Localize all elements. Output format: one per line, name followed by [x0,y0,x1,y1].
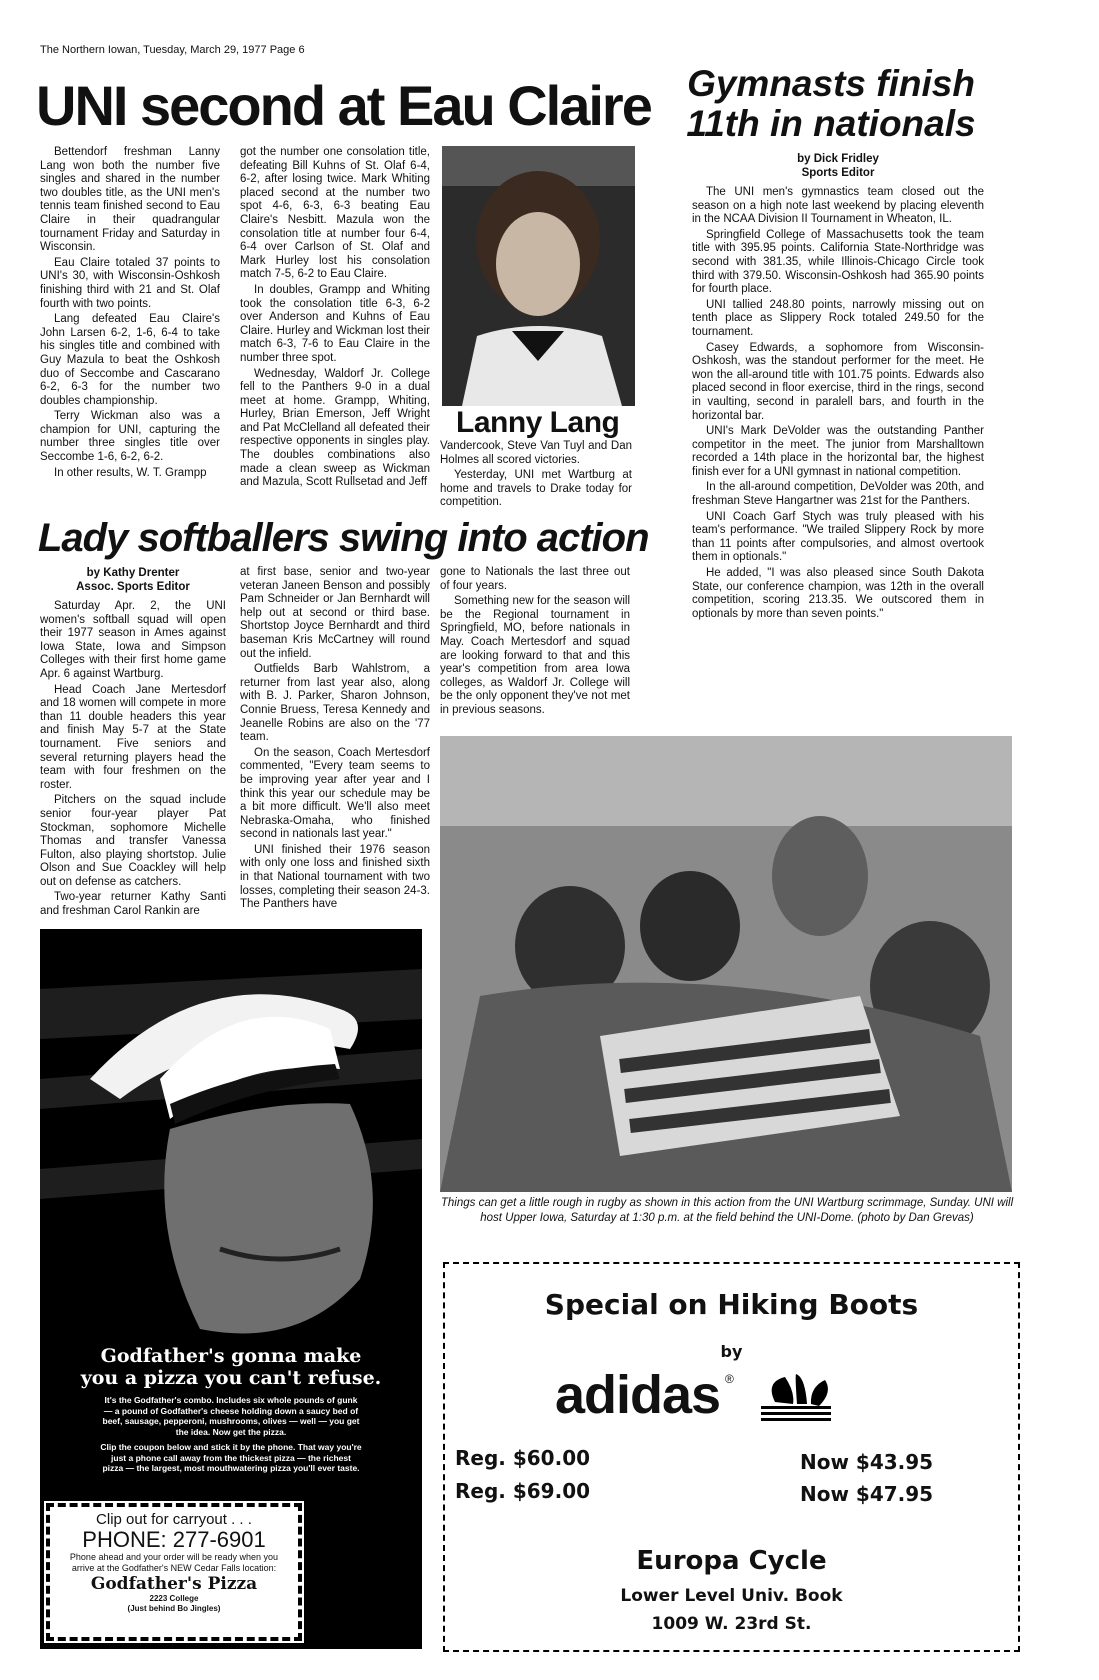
lanny-lang-photo [442,146,635,406]
adidas-wordmark: adidas [555,1365,721,1425]
paragraph: Lang defeated Eau Claire's John Larsen 6-2, 1-6, 6-4 to take his singles title and combined with Guy Mazula to beat the Oshkosh duo of Seccombe and Cascarano 6-2, 6-3 for the number two doubles championship. [40,313,220,407]
store-location: Lower Level Univ. Book [620,1586,843,1606]
paragraph: Casey Edwards, a sophomore from Wisconsin-Oshkosh, was the standout performer for the meet. He won the all-around title with 101.75 points. Edwards also placed second in floor exercise, third in the rings, second in vaulting, second in paralell bars, and fourth in the horizontal bar. [692,341,984,422]
paragraph: In the all-around competition, DeVolder was 20th, and freshman Steve Hangartner was 21st for the Panthers. [692,481,984,508]
gymnastics-headline: Gymnasts finish 11th in nationals [686,63,976,144]
paragraph: UNI Coach Garf Stych was truly pleased with his team's performance. "We trailed Slippery Rock by more than 11 points after compulsories, and almost overtook them in optionals." [692,510,984,564]
man-in-hat-illustration [40,929,422,1349]
paragraph: Saturday Apr. 2, the UNI women's softball squad will open their 1977 season in Ames against Iowa State, Iowa and Simpson Colleges with their first home game Apr. 6 against Wartburg. [40,600,226,680]
adidas-logo [555,1364,915,1434]
coupon-body: Phone ahead and your order will be ready when you arrive at the Godfather's NEW Cedar Falls location: [69,1552,279,1573]
paragraph: UNI's Mark DeVolder was the outstanding Panther competitor in the meet. The junior from Marshalltown recorded a 14th place in the horizontal bar, the highest finish ever for a UNI gymnast in national competition. [692,425,984,478]
paragraph: Pitchers on the squad include senior four-year player Pat Stockman, sophomore Michelle Thomas and transfer Vanessa Fulton, also playing shortstop. Julie Olson and Sue Coackley will help out on defense as catchers. [40,794,226,888]
coupon-title: Clip out for carryout . . . [96,1511,252,1528]
paragraph: Yesterday, UNI met Wartburg at home and travels to Drake today for competition. [440,469,632,509]
godfathers-pizza-ad [40,929,422,1649]
registered-mark-icon: ® [725,1372,734,1386]
byline-title: Assoc. Sports Editor [76,581,190,593]
paragraph: UNI finished their 1976 season with only one loss and finished sixth in that National tournament with two losses, completing their season 24-3. The Panthers have [240,843,430,911]
softball-column-2 [240,566,430,924]
rugby-caption: Things can get a little rough in rugby as shown in this action from the UNI Wartburg scrimmage, Sunday. UNI will host Upper Iowa, Saturday at 1:30 p.m. at the field behind the UNI-Dome. (photo by Dan Grevas) [440,1197,1014,1224]
masthead: The Northern Iowan, Tuesday, March 29, 1977 Page 6 [40,44,305,56]
store-name: Europa Cycle [636,1546,827,1576]
gymnastics-column [692,152,984,734]
paragraph: got the number one consolation title, defeating Bill Kuhns of St. Olaf 6-4, 6-2, after losing twice. Mark Whiting placed second at the number two spot 4-6, 6-3, 6-3 beating Eau Claire's Nesbitt. Mazula won the consolation title at number four 6-4, 6-4 over Carlson of St. Olaf and Mark Hurley lost his consolation match 7-5, 6-2 to Eau Claire. [240,146,430,281]
coupon-address-note: (Just behind Bo Jingles) [127,1604,221,1613]
tennis-headline: UNI second at Eau Claire [36,74,651,137]
gymnastics-byline [692,152,984,180]
coupon-brand: Godfather's Pizza [90,1574,258,1594]
ad-headline [40,1345,422,1389]
tennis-column-3 [440,440,632,512]
byline-author: by Kathy Drenter [86,567,180,579]
ad-body-paragraph: Clip the coupon below and stick it by the phone. That way you're just a phone call away from the thickest pizza — the richest pizza — the largest, most mouthwatering pizza you'll ever taste. [100,1442,362,1473]
trefoil-icon [755,1372,837,1422]
paragraph: Springfield College of Massachusetts took the team title with 395.95 points. California State-Northridge was second with 381.35, while Illinois-Chicago Circle took third with 379.50. Wisconsin-Oshkosh had 365.90 points for fourth place. [692,228,984,296]
paragraph: Vandercook, Steve Van Tuyl and Dan Holmes all scored victories. [440,440,632,466]
softball-headline: Lady softballers swing into action [38,516,649,560]
boots-ad-by: by [720,1342,743,1361]
paragraph: Bettendorf freshman Lanny Lang won both the number five singles and shared in the number two doubles title, as the UNI men's tennis team finished second to Eau Claire in their quadrangular tournament Friday and Saturday in Wisconsin. [40,146,220,254]
tennis-column-1 [40,146,220,508]
rugby-scrum-illustration [440,736,1012,1192]
byline-title: Sports Editor [801,167,875,179]
byline-author: by Dick Fridley [797,153,879,165]
paragraph: The UNI men's gymnastics team closed out the season on a high note last weekend by placing eleventh in the NCAA Division II Tournament in Wheaton, IL. [692,186,984,226]
softball-column-3 [440,566,630,732]
ad-body-paragraph: It's the Godfather's combo. Includes six whole pounds of gunk — a pound of Godfather's cheese holding down a saucy bed of beef, sausage, pepperoni, mushrooms, olives — well — you get the idea. Now get the pizza. [102,1395,360,1437]
paragraph: at first base, senior and two-year veteran Janeen Benson and possibly Pam Schneider or Jan Bernhardt will help out at second or third base. Shortstop Joyce Bernhardt and third baseman Kris McCartney will round out the infield. [240,566,430,660]
paragraph: On the season, Coach Mertesdorf commented, "Every team seems to be improving year after year and I think this year our schedule may be a bit more difficult. We'll also meet Nebraska-Omaha, who finished second in nationals last year." [240,746,430,841]
coupon-phone: PHONE: 277-6901 [82,1527,266,1552]
boots-ad-title: Special on Hiking Boots [544,1288,919,1321]
ad-body [100,1395,362,1474]
paragraph: gone to Nationals the last three out of four years. [440,566,630,592]
reg-price-1: Reg. $60.00 [455,1446,591,1470]
reg-price-2: Reg. $69.00 [455,1479,591,1503]
ad-headline-line-1: Godfather's gonna make [100,1345,362,1367]
rugby-photo [440,736,1012,1192]
paragraph: Something new for the season will be the Regional tournament in Springfield, MO, before nationals in May. Coach Mertesdorf and squad are looking forward to that and this year's competition from area Iowa colleges, as Waldorf Jr. College will be the only opponent they've not met in previous seasons. [440,595,630,716]
paragraph: Wednesday, Waldorf Jr. College fell to the Panthers 9-0 in a dual meet at home. Grampp, Whiting, Hurley, Brian Emerson, Jeff Wright and Pat McClelland all defeated their respective opponents in singles play. The doubles combinations also made a clean sweep as Wickman and Mazula, Scott Rullsetad and Jeff [240,367,430,489]
portrait-illustration [442,146,635,406]
softball-byline [40,566,226,594]
ad-headline-line-2: you a pizza you can't refuse. [80,1367,382,1389]
paragraph: He added, "I was also pleased since South Dakota State, our conference champion, was 12th in the overall competition, scoring 213.35. We outscored them in optionals by more than seven points." [692,567,984,620]
paragraph: UNI tallied 248.80 points, narrowly missing out on tenth place as Slippery Rock totaled 249.50 for the tournament. [692,298,984,338]
softball-column-1 [40,566,226,924]
paragraph: Outfields Barb Wahlstrom, a returner from last year also, along with B. J. Parker, Sharon Johnson, Connie Bruess, Teresa Kennedy and Jeanelle Robins are also on the '77 team. [240,663,430,744]
carryout-coupon[interactable] [46,1503,302,1641]
photo-caption-name: Lanny Lang [456,406,620,439]
paragraph: Head Coach Jane Mertesdorf and 18 women will compete in more than 11 double headers this year and finish May 5-7 at the State tournament. Five seniors and several returning players head the team with four freshmen on the roster. [40,683,226,791]
hiking-boots-ad [443,1262,1020,1652]
coupon-address: 2223 College [149,1594,199,1603]
paragraph: Eau Claire totaled 37 points to UNI's 30, with Wisconsin-Oshkosh finishing third with 21 and St. Olaf fourth with two points. [40,256,220,310]
store-street: 1009 W. 23rd St. [651,1614,812,1634]
paragraph: In doubles, Grampp and Whiting took the consolation title 6-3, 6-2 over Anderson and Kuhns of Eau Claire. Hurley and Wickman lost their match 6-3, 7-6 to Eau Claire in the number three spot. [240,283,430,364]
now-price-1: Now $43.95 [800,1450,934,1474]
tennis-column-2 [240,146,430,508]
paragraph: Terry Wickman also was a champion for UNI, capturing the number three singles title over Seccombe 1-6, 6-2, 6-2. [40,410,220,464]
paragraph: In other results, W. T. Grampp [54,466,207,479]
paragraph: Two-year returner Kathy Santi and freshman Carol Rankin are [40,891,226,918]
now-price-2: Now $47.95 [800,1482,934,1506]
